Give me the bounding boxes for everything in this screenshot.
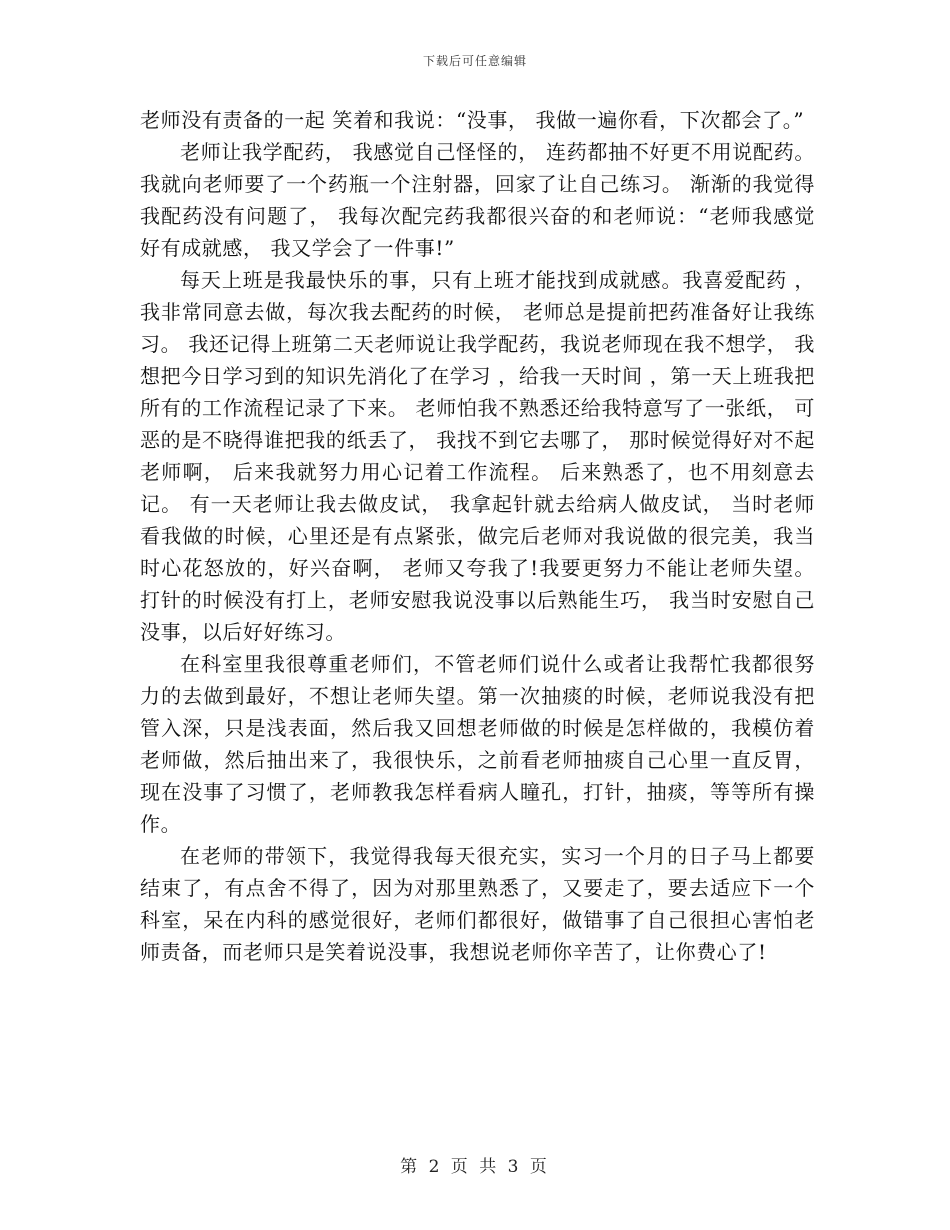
paragraph-4: 在科室里我很尊重老师们，不管老师们说什么或者让我帮忙我都很努力的去做到最好，不想让老师失望。第一次抽痰的时候，老师说我没有把管入深，只是浅表面，然后我又回想老师做的时候是怎样做的，我模仿着老师做，然后抽出来了，我很快乐，之前看老师抽痰自己心里一直反胃，现在没事了习惯了，老师教我怎样看病人瞳孔，打针，抽痰，等等所有操作。 [140, 652, 815, 836]
page-number-footer: 第 2 页 共 3 页 [400, 1157, 550, 1177]
paragraph-1: 老师没有责备的一起 笑着和我说：“没事， 我做一遍你看，下次都会了。” [140, 108, 805, 132]
paragraph-5: 在老师的带领下，我觉得我每天很充实，实习一个月的日子马上都要结束了，有点舍不得了，因为对那里熟悉了，又要走了，要去适应下一个科室，呆在内科的感觉很好，老师们都很好，做错事了自己很担心害怕老师责备，而老师只是笑着说没事，我想说老师你辛苦了，让你费心了! [140, 844, 815, 964]
document-body [140, 104, 815, 968]
paragraph-2: 老师让我学配药， 我感觉自己怪怪的， 连药都抽不好更不用说配药。 我就向老师要了一个药瓶一个注射器，回家了让自己练习。 渐渐的我觉得我配药没有问题了， 我每次配完药我都很兴奋的和老师说：“老师我感觉好有成就感， 我又学会了一件事!” [140, 140, 815, 260]
paragraph-3: 每天上班是我最快乐的事，只有上班才能找到成就感。我喜爱配药 ，我非常同意去做，每次我去配药的时候， 老师总是提前把药准备好让我练习。 我还记得上班第二天老师说让我学配药，我说老师现在我不想学， 我想把今日学习到的知识先消化了在学习 ，给我一天时间 ，第一天上班我把所有的工作流程记录了下来。 老师怕我不熟悉还给我特意写了一张纸， 可恶的是不晓得谁把我的纸丢了， 我找不到它去哪了， 那时候觉得好对不起老师啊， 后来我就努力用心记着工作流程。 后来熟悉了，也不用刻意去记。 有一天老师让我去做皮试， 我拿起针就去给病人做皮试， 当时老师看我做的时候，心里还是有点紧张，做完后老师对我说做的很完美，我当时心花怒放的，好兴奋啊， 老师又夸我了!我要更努力不能让老师失望。 打针的时候没有打上，老师安慰我说没事以后熟能生巧， 我当时安慰自己没事，以后好好练习。 [140, 268, 815, 644]
header-note: 下载后可任意编辑 [422, 54, 527, 68]
